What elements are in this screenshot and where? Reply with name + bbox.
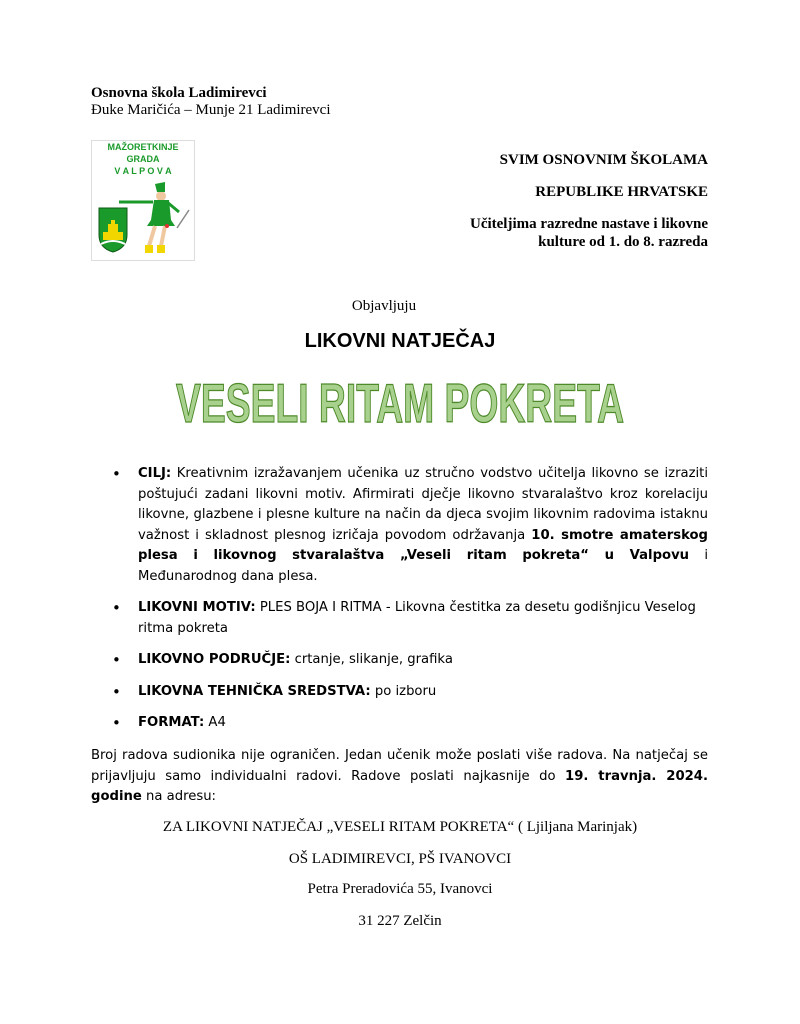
list-item-format [112, 713, 708, 734]
submission-note [91, 746, 708, 808]
logo-line-2: GRADA [126, 154, 160, 164]
podrucje-label: LIKOVNO PODRUČJE: [138, 652, 291, 667]
podrucje-text: crtanje, slikanje, grafika [290, 652, 453, 667]
motiv-label: LIKOVNI MOTIV: [138, 600, 256, 615]
list-item-sredstva [112, 682, 708, 703]
format-text: A4 [204, 715, 226, 730]
logo-line-3: V A L P O V A [114, 166, 172, 176]
sredstva-text: po izboru [370, 683, 437, 699]
announce-text: Objavljuju [351, 298, 417, 314]
logo-line-1: MAŽORETKINJE [107, 142, 179, 152]
recipient-line-2: REPUBLIKE HRVATSKE [535, 184, 708, 200]
format-label: FORMAT: [138, 715, 205, 730]
school-name: Osnovna škola Ladimirevci [91, 85, 267, 101]
cilj-event-name: 10. smotre amaterskog plesa i likovnog stvaralaštva „Veseli ritam pokreta“ u Valpovu [138, 527, 708, 563]
coat-of-arms-icon [99, 208, 127, 252]
criteria-list [112, 464, 708, 745]
school-address: Đuke Maričića – Munje 21 Ladimirevci [91, 102, 331, 118]
event-banner-text: VESELI RITAM POKRETA [176, 372, 624, 434]
page-title: LIKOVNI NATJEČAJ [304, 330, 496, 352]
sredstva-label: LIKOVNA TEHNIČKA SREDSTVA: [138, 683, 371, 699]
address-line-4: 31 227 Zelčin [358, 913, 442, 929]
note-text-2: na adresu: [141, 789, 216, 804]
recipient-line-3: Učiteljima razredne nastave i likovne kulture od 1. do 8. razreda [469, 216, 708, 250]
address-line-1: ZA LIKOVNI NATJEČAJ „VESELI RITAM POKRETA“ ( Ljiljana Marinjak) [162, 819, 638, 835]
list-item-cilj [112, 464, 708, 587]
address-line-2: OŠ LADIMIREVCI, PŠ IVANOVCI [288, 851, 512, 867]
cilj-label: CILJ: [138, 466, 172, 481]
recipient-line-1: SVIM OSNOVNIM ŠKOLAMA [499, 152, 708, 168]
motiv-text: PLES BOJA I RITMA - Likovna čestitka za desetu godišnjicu Veselog ritma pokreta [138, 600, 696, 636]
list-item-motiv [112, 598, 708, 639]
list-item-podrucje [112, 650, 708, 671]
majorette-logo [91, 140, 195, 261]
deadline-date: 19. travnja. 2024. godine [91, 768, 708, 804]
cilj-text-1: Kreativnim izražavanjem učenika uz stručno vodstvo učitelja likovno se izraziti poštujući zadani likovni motiv. Afirmirati dječje likovno stvaralaštvo kroz korelaciju likovne, glazbene i plesne kulture na način da djeca svojim likovnim radovima istaknu važnost i skladnost plesnog izričaja povodom održavanja [138, 466, 708, 543]
cilj-text-2: i Međunarodnog dana plesa. [138, 548, 709, 584]
event-banner [170, 368, 630, 434]
note-text-1: Broj radova sudionika nije ograničen. Jedan učenik može poslati više radova. Na natječaj se prijavljuju samo individualni radovi. Radove poslati najkasnije do [91, 748, 708, 784]
address-line-3: Petra Preradovića 55, Ivanovci [307, 881, 493, 897]
